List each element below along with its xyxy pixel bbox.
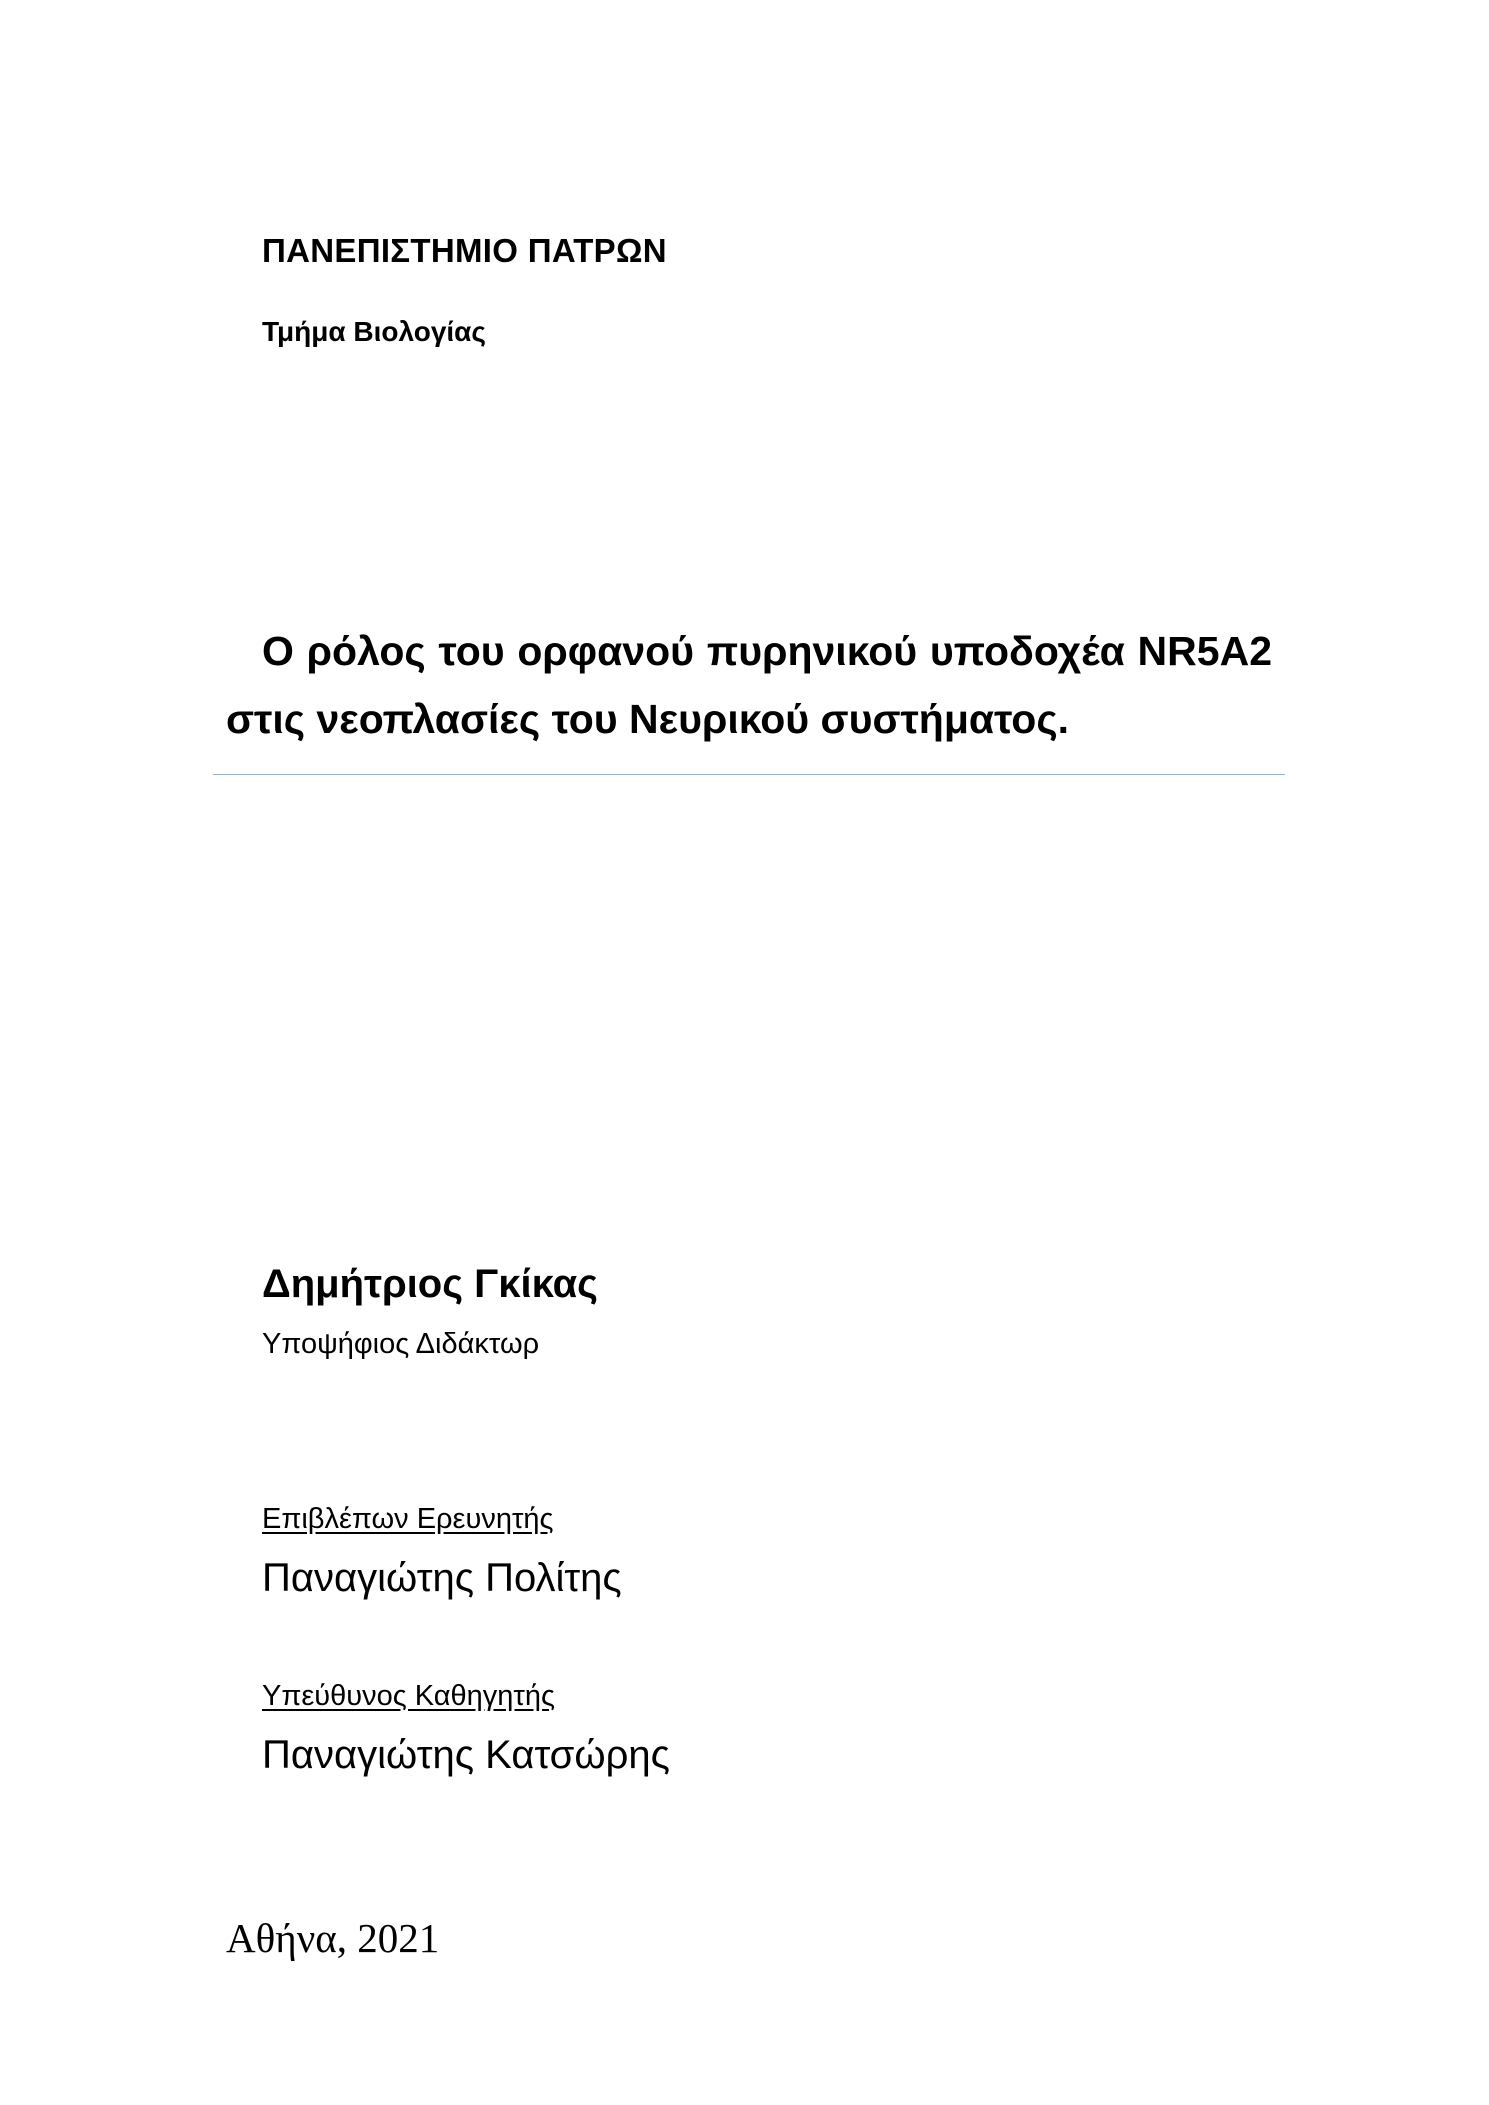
university-name: ΠΑΝΕΠΙΣΤΗΜΙΟ ΠΑΤΡΩΝ — [262, 232, 667, 269]
professor-label: Υπεύθυνος Καθηγητής — [262, 1680, 555, 1712]
supervisor-label: Επιβλέπων Ερευνητής — [262, 1503, 554, 1535]
author-name: Δημήτριος Γκίκας — [262, 1262, 598, 1306]
thesis-title: Ο ρόλος του ορφανού πυρηνικού υποδοχέα NR5A2 στις νεοπλασίες του Νευρικού συστήματος. — [226, 628, 1272, 742]
title-divider — [213, 774, 1285, 775]
place-date: Αθήνα, 2021 — [226, 1915, 440, 1961]
supervisor-name: Παναγιώτης Πολίτης — [262, 1556, 622, 1600]
department-name: Τμήμα Βιολογίας — [262, 316, 486, 347]
professor-name: Παναγιώτης Κατσώρης — [262, 1733, 670, 1777]
author-role: Υποψήφιος Διδάκτωρ — [262, 1328, 540, 1360]
